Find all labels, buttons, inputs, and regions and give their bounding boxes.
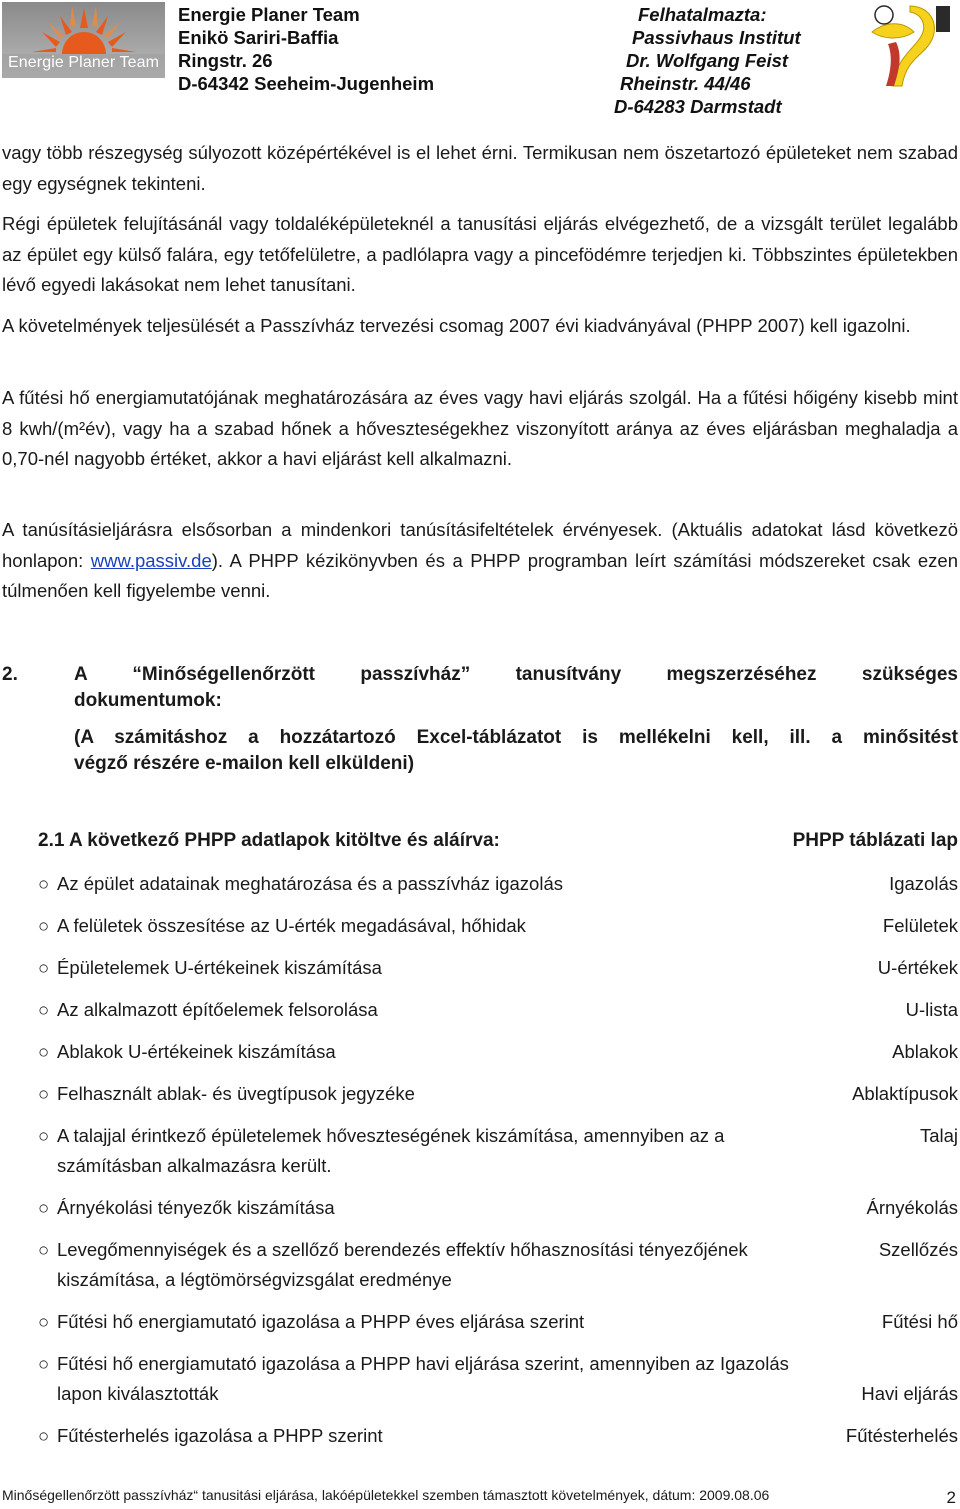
item-description: A felületek összesítése az U-érték megadásával, hőhidak [57, 915, 526, 936]
item-sheet-name: Ablakok [892, 1041, 958, 1062]
bullet-circle-icon: ○ [38, 1239, 50, 1260]
section-note [74, 725, 958, 777]
section-title-line: A “Minőségellenőrzött passzívház” tanusítvány megszerzéséhez szükséges [74, 664, 958, 685]
item-sheet-name: Havi eljárás [861, 1383, 958, 1404]
paragraph-phpp-requirement: A követelmények teljesülését a Passzívház tervezési csomag 2007 évi kiadványával (PHPP 2007) kell igazolni. [2, 315, 911, 336]
bullet-circle-icon: ○ [38, 873, 50, 894]
section-note-line: végző részére e-mailon kell elküldeni) [74, 753, 415, 774]
bullet-circle-icon: ○ [38, 915, 50, 936]
item-sheet-name: U-értékek [877, 957, 958, 978]
item-description: Ablakok U-értékeinek kiszámítása [57, 1041, 336, 1062]
authorizer-line: Passivhaus Institut [632, 27, 801, 48]
section-title-line: dokumentumok: [74, 690, 222, 711]
column-header-phpp-sheet: PHPP táblázati lap [792, 830, 958, 851]
item-sheet-name: Árnyékolás [866, 1197, 958, 1218]
energie-planer-team-logo [2, 2, 165, 78]
sender-line: Enikö Sariri-Baffia [178, 27, 339, 48]
section-note-line: (A számitáshoz a hozzátartozó Excel-táblázatot is mellékelni kell, ill. a minősitést [74, 727, 958, 748]
bullet-circle-icon: ○ [38, 1125, 50, 1146]
bullet-circle-icon: ○ [38, 1197, 50, 1218]
paragraph-building-units: vagy több részegység súlyozott középértékével is el lehet érni. Termikusan nem öszetartozó épületeket nem szabad egy egységnek tekinteni. [2, 142, 958, 194]
item-description: Fűtési hő energiamutató igazolása a PHPP havi eljárása szerint, amennyiben az Igazolás lapon kiválasztották [57, 1353, 789, 1404]
item-sheet-name: Talaj [919, 1125, 958, 1146]
page-header [0, 0, 960, 120]
paragraph-renovation: Régi épületek felujításánál vagy toldaléképületeknél a tanusítási eljárás elvégezhető, de a vizsgált terület legalább az épület egy külső falára, egy tetőfelületre, a padlólapra vagy a pincefödémre terjedjen ki. Többszintes épületekben lévő egyedi lakásokat nem lehet tanusítani. [2, 213, 958, 295]
page-number: 2 [946, 1488, 956, 1507]
authorizer-line: Rheinstr. 44/46 [620, 73, 751, 94]
item-description: Fűtési hő energiamutató igazolása a PHPP éves eljárása szerint [57, 1311, 585, 1332]
subsection-title: 2.1 A következő PHPP adatlapok kitöltve és aláírva: [38, 830, 500, 851]
item-description: Levegőmennyiségek és a szellőző berendezés effektív hőhasznosítási tényezőjének kiszámítása, a légtömörségvizsgálat eredménye [57, 1239, 748, 1290]
page-footer: Minőségellenőrzött passzívház“ tanusitási eljárása, lakóépületekkel szemben támasztott követelmények, dátum: 2009.08.06 [2, 1487, 770, 1503]
logo-text: Energie Planer Team [8, 54, 160, 71]
section-number: 2. [2, 664, 18, 685]
item-description: Felhasznált ablak- és üvegtípusok jegyzéke [57, 1083, 415, 1104]
passivhaus-institut-logo-icon [862, 2, 954, 88]
item-description: Fűtésterhelés igazolása a PHPP szerint [57, 1425, 383, 1446]
authorizer-line: Dr. Wolfgang Feist [626, 50, 789, 71]
passiv-de-link[interactable]: www.passiv.de [90, 549, 212, 571]
sender-line: Ringstr. 26 [178, 50, 273, 71]
bullet-circle-icon: ○ [38, 1311, 50, 1332]
sender-line: Energie Planer Team [178, 4, 360, 25]
item-sheet-name: Szellőzés [878, 1239, 958, 1260]
bullet-circle-icon: ○ [38, 999, 50, 1020]
text-segment: ). A PHPP kézikönyvben és a PHPP programban leírt számítási módszereket csak ezen túlmenően kell figyelembe venni. [2, 549, 958, 601]
section-title [74, 662, 958, 714]
item-description: Az épület adatainak meghatározása és a passzívház igazolás [57, 873, 563, 894]
authorizer-line: Felhatalmazta: [638, 4, 767, 25]
item-sheet-name: Ablaktípusok [852, 1083, 958, 1104]
bullet-circle-icon: ○ [38, 1083, 50, 1104]
authorizer-line: D-64283 Darmstadt [614, 96, 782, 117]
text-segment: A tanúsításieljárásra elsősorban a mindenkori tanúsításifeltételek érvényesek. (Aktuális adatokat lásd következö honlapon: [2, 519, 958, 571]
paragraph-certification-conditions [2, 515, 958, 607]
sender-address [178, 3, 434, 95]
item-sheet-name: U-lista [905, 999, 958, 1020]
bullet-circle-icon: ○ [38, 1425, 50, 1446]
bullet-circle-icon: ○ [38, 1353, 50, 1374]
item-sheet-name: Felületek [882, 915, 958, 936]
paragraph-heating-energy: A fűtési hő energiamutatójának meghatározására az éves vagy havi eljárás szolgál. Ha a fűtési hőigény kisebb mint 8 kwh/(m²év), vagy ha a szabad hőnek a hőveszteségekhez viszonyított aránya az éves eljárásban meghaladja a 0,70-nél nagyobb értéket, akkor a havi eljárást kell alkalmazni. [2, 387, 958, 469]
item-description: Épületelemek U-értékeinek kiszámítása [57, 957, 382, 978]
item-sheet-name: Igazolás [889, 873, 958, 894]
item-description: A talajjal érintkező épületelemek hőveszteségének kiszámítása, amennyiben az a számításban alkalmazásra került. [57, 1125, 725, 1176]
authorizer-address [614, 3, 801, 118]
item-description: Az alkalmazott építőelemek felsorolása [57, 999, 378, 1020]
bullet-circle-icon: ○ [38, 1041, 50, 1062]
item-sheet-name: Fűtésterhelés [845, 1425, 958, 1446]
sender-line: D-64342 Seeheim-Jugenheim [178, 73, 435, 94]
item-sheet-name: Fűtési hő [881, 1311, 958, 1332]
item-description: Árnyékolási tényezők kiszámítása [57, 1197, 335, 1218]
bullet-circle-icon: ○ [38, 957, 50, 978]
